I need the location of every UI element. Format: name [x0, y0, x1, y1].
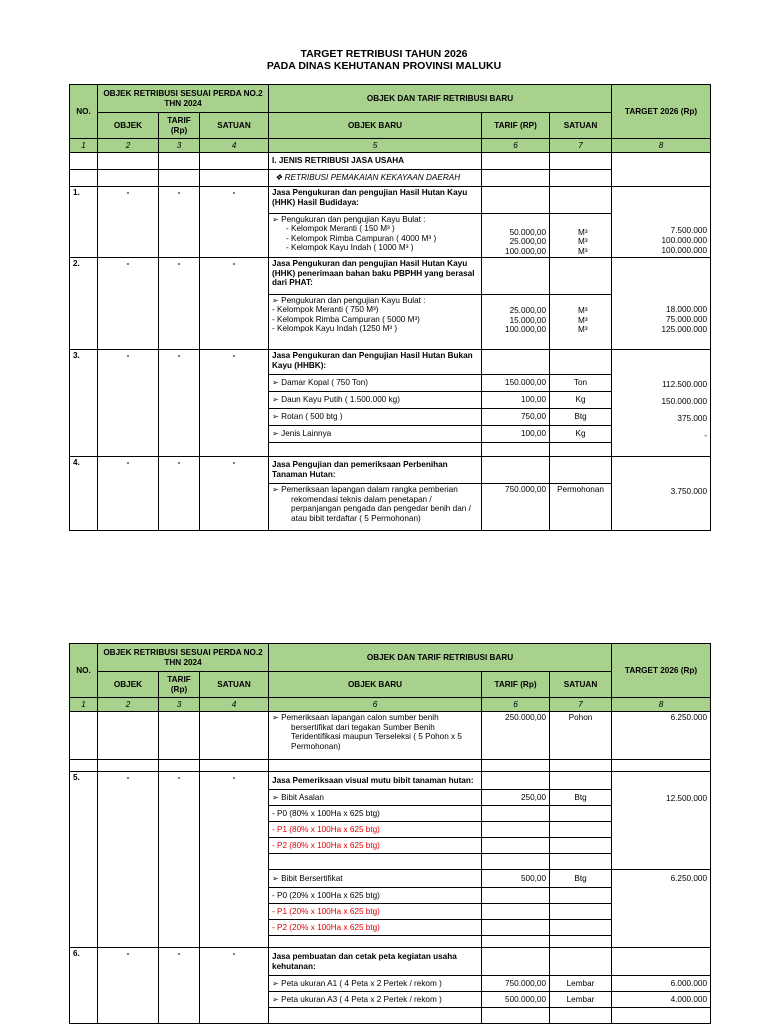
row-number: 3.	[70, 350, 98, 457]
col-number: 6	[482, 698, 550, 712]
row-number: 5.	[70, 772, 98, 948]
dash: -	[98, 772, 159, 948]
target-value: 112.500.000	[662, 380, 708, 389]
dash: -	[159, 457, 200, 531]
header-objek: OBJEK	[98, 113, 159, 139]
target-value: 7.500.000	[670, 226, 708, 235]
col-number: 4	[200, 698, 269, 712]
col-number: 2	[98, 139, 159, 153]
item-line: - Kelompok Meranti ( 150 M³ )	[286, 224, 395, 234]
dash: -	[98, 258, 159, 350]
target-value: 6.250.000	[612, 712, 711, 760]
sub-item: - P2 (80% x 100Ha x 625 btg)	[269, 838, 482, 854]
target-value: 6.250.000	[612, 870, 711, 948]
header-satuan: SATUAN	[200, 113, 269, 139]
tarif-value: 100.000,00	[505, 246, 547, 256]
item-title: Jasa Pengukuran dan pengujian Hasil Hutan Kayu (HHK) Hasil Budidaya:	[269, 187, 482, 214]
satuan-value: Kg	[550, 392, 612, 409]
dash: -	[200, 772, 269, 948]
item-title: Jasa Pemeriksaan visual mutu bibit tanaman hutan:	[269, 772, 482, 790]
header-satuan-baru: SATUAN	[550, 113, 612, 139]
item-name: ➢ Pemeriksaan lapangan calon sumber benih bersertifikat dari tegakan Sumber Benih Teridentifikasi maupun Terseleksi ( 5 Pohon x 5 Permohonan)	[269, 712, 482, 760]
item-name: ➢ Rotan ( 500 btg )	[269, 409, 482, 426]
header-satuan: SATUAN	[200, 672, 269, 698]
col-number: 5	[269, 139, 482, 153]
satuan-value: Kg	[550, 426, 612, 443]
subsection-title: ❖ RETRIBUSI PEMAKAIAN KEKAYAAN DAERAH	[269, 170, 482, 187]
tarif-value: 500,00	[482, 870, 550, 888]
satuan-value: Btg	[550, 870, 612, 888]
header-tarif: TARIF (Rp)	[159, 113, 200, 139]
tarif-value: 150.000,00	[482, 375, 550, 392]
header-perda: OBJEK RETRIBUSI SESUAI PERDA NO.2 THN 2024	[98, 644, 269, 672]
sub-item: - P0 (20% x 100Ha x 625 btg)	[269, 888, 482, 904]
tarif-value: 750,00	[482, 409, 550, 426]
item-title: Jasa pembuatan dan cetak peta kegiatan usaha kehutanan:	[269, 948, 482, 976]
tarif-value: 25.000,00	[509, 306, 547, 315]
header-objek-baru: OBJEK BARU	[269, 672, 482, 698]
dash: -	[159, 187, 200, 258]
header-baru: OBJEK DAN TARIF RETRIBUSI BARU	[269, 644, 612, 672]
item-name: ➢ Peta ukuran A3 ( 4 Peta x 2 Pertek / rekom )	[269, 992, 482, 1008]
item-line: - Kelompok Kayu Indah (1250 M³ )	[272, 324, 398, 334]
dash: -	[200, 457, 269, 531]
target-value: 100.000.000	[661, 246, 708, 255]
dash: -	[159, 772, 200, 948]
tarif-value: 25.000,00	[509, 237, 547, 247]
retribusi-table-2	[69, 643, 711, 1024]
header-target: TARGET 2026 (Rp)	[612, 644, 711, 698]
sub-item: - P1 (80% x 100Ha x 625 btg)	[269, 822, 482, 838]
satuan-value: Pohon	[550, 712, 612, 760]
sub-item: - P0 (80% x 100Ha x 625 btg)	[269, 806, 482, 822]
item-line: - Kelompok Rimba Campuran ( 5000 M³)	[272, 314, 420, 324]
satuan-value: M³	[578, 315, 588, 325]
tarif-value: 100.000,00	[505, 325, 547, 335]
satuan-value: Permohonan	[550, 484, 612, 531]
satuan-value: Lembar	[550, 976, 612, 992]
item-intro: ➢ Pengukuran dan pengujian Kayu Bulat :	[272, 215, 426, 224]
col-number: 6	[269, 698, 482, 712]
item-name: ➢ Jenis Lainnya	[269, 426, 482, 443]
sub-item: - P1 (20% x 100Ha x 625 btg)	[269, 904, 482, 920]
satuan-value: Btg	[550, 790, 612, 806]
dash: -	[200, 258, 269, 350]
dash: -	[98, 350, 159, 457]
target-value: 75.000.000	[666, 315, 708, 324]
target-value: 3.750.000	[612, 457, 711, 531]
tarif-value: 50.000,00	[509, 227, 547, 237]
col-number: 4	[200, 139, 269, 153]
header-tarif-baru: TARIF (RP)	[482, 113, 550, 139]
target-value: 150.000.000	[661, 397, 708, 406]
row-number: 1.	[70, 187, 98, 258]
item-line: - Kelompok Kayu Indah ( 1000 M³ )	[286, 243, 414, 253]
dash: -	[200, 187, 269, 258]
tarif-value: 250.000,00	[482, 712, 550, 760]
satuan-value: M³	[578, 325, 588, 335]
dash: -	[159, 350, 200, 457]
col-number: 8	[612, 139, 711, 153]
header-tarif: TARIF (Rp)	[159, 672, 200, 698]
tarif-value: 15.000,00	[509, 315, 547, 325]
header-objek: OBJEK	[98, 672, 159, 698]
item-line: - Kelompok Meranti ( 750 M³)	[272, 305, 379, 315]
target-value: 375.000	[677, 414, 708, 423]
item-name: ➢ Bibit Asalan	[269, 790, 482, 806]
header-no: NO.	[70, 644, 98, 698]
dash: -	[98, 948, 159, 1024]
item-title: Jasa Pengukuran dan Pengujian Hasil Hutan Bukan Kayu (HHBK):	[269, 350, 482, 375]
satuan-value: Ton	[550, 375, 612, 392]
item-name: ➢ Pemeriksaan lapangan dalam rangka pemberian rekomendasi teknis dalam penetapan / perpanjangan pengada dan pengedar benih dan / atau bibit terdaftar ( 5 Permohonan)	[269, 484, 482, 531]
dash: -	[159, 948, 200, 1024]
item-title: Jasa Pengukuran dan pengujian Hasil Hutan Kayu (HHK) penerimaan bahan baku PBPHH yang berasal dari PHAT:	[269, 258, 482, 295]
row-number: 4.	[70, 457, 98, 531]
dash: -	[200, 350, 269, 457]
satuan-value: M³	[578, 306, 588, 315]
header-target: TARGET 2026 (Rp)	[612, 85, 711, 139]
tarif-value: 100,00	[482, 392, 550, 409]
satuan-value: Lembar	[550, 992, 612, 1008]
col-number: 1	[70, 698, 98, 712]
tarif-value: 250,00	[482, 790, 550, 806]
document-title: TARGET RETRIBUSI TAHUN 2026	[300, 48, 468, 60]
dash: -	[98, 187, 159, 258]
sub-item: - P2 (20% x 100Ha x 625 btg)	[269, 920, 482, 936]
col-number: 6	[482, 139, 550, 153]
tarif-value: 100,00	[482, 426, 550, 443]
col-number: 3	[159, 139, 200, 153]
header-no: NO.	[70, 85, 98, 139]
col-number: 7	[550, 139, 612, 153]
header-perda: OBJEK RETRIBUSI SESUAI PERDA NO.2 THN 2024	[98, 85, 269, 113]
satuan-value: M³	[578, 227, 588, 237]
header-objek-baru: OBJEK BARU	[269, 113, 482, 139]
target-value: 6.000.000	[612, 976, 711, 992]
col-number: 8	[612, 698, 711, 712]
item-name: ➢ Peta ukuran A1 ( 4 Peta x 2 Pertek / rekom )	[269, 976, 482, 992]
target-value: 18.000.000	[666, 305, 708, 314]
target-value: 125.000.000	[661, 325, 708, 334]
dash: -	[98, 457, 159, 531]
satuan-value: M³	[578, 237, 588, 247]
retribusi-table-1	[69, 84, 711, 531]
col-number: 1	[70, 139, 98, 153]
header-satuan-baru: SATUAN	[550, 672, 612, 698]
item-title: Jasa Pengujian dan pemeriksaan Perbenihan Tanaman Hutan:	[269, 457, 482, 484]
item-intro: ➢ Pengukuran dan pengujian Kayu Bulat :	[272, 296, 426, 305]
tarif-value: 750.000,00	[482, 484, 550, 531]
satuan-value: M³	[578, 246, 588, 256]
section-title: I. JENIS RETRIBUSI JASA USAHA	[269, 153, 482, 170]
col-number: 2	[98, 698, 159, 712]
col-number: 3	[159, 698, 200, 712]
target-value: 4.000.000	[612, 992, 711, 1008]
item-name: ➢ Bibit Bersertifikat	[269, 870, 482, 888]
dash: -	[200, 948, 269, 1024]
row-number: 6.	[70, 948, 98, 1024]
col-number: 7	[550, 698, 612, 712]
header-tarif-baru: TARIF (Rp)	[482, 672, 550, 698]
target-value: 100.000.000	[661, 236, 708, 245]
header-baru: OBJEK DAN TARIF RETRIBUSI BARU	[269, 85, 612, 113]
dash: -	[159, 258, 200, 350]
tarif-value: 500.000,00	[482, 992, 550, 1008]
satuan-value: Btg	[550, 409, 612, 426]
row-number: 2.	[70, 258, 98, 350]
target-value: -	[704, 431, 708, 440]
item-name: ➢ Damar Kopal ( 750 Ton)	[269, 375, 482, 392]
document-subtitle: PADA DINAS KEHUTANAN PROVINSI MALUKU	[266, 60, 502, 72]
tarif-value: 750.000,00	[482, 976, 550, 992]
item-name: ➢ Daun Kayu Putih ( 1.500.000 kg)	[269, 392, 482, 409]
target-value: 12.500.000	[612, 772, 711, 870]
item-line: - Kelompok Rimba Campuran ( 4000 M³ )	[286, 233, 437, 243]
